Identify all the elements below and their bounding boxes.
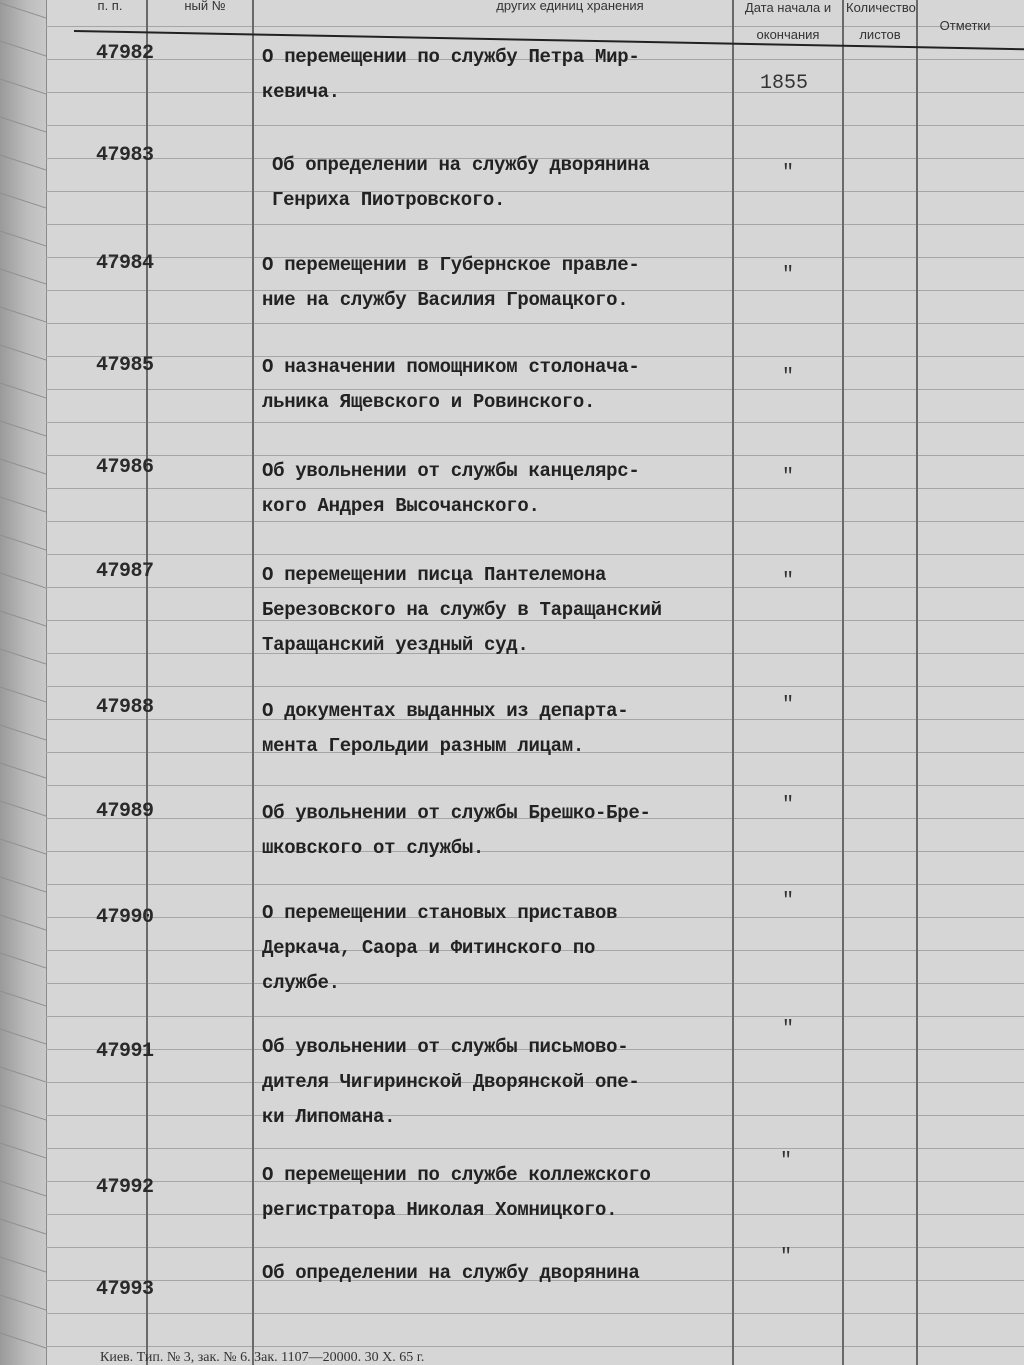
binding-stroke — [0, 1181, 46, 1197]
binding-stroke — [0, 1295, 46, 1311]
entry-date: " — [782, 794, 795, 817]
entry-date: " — [782, 466, 795, 489]
binding-stroke — [0, 1257, 46, 1273]
entry-number: 47987 — [96, 560, 154, 583]
binding-stroke — [0, 383, 46, 399]
entry-number: 47984 — [96, 252, 154, 275]
entry-text: Об увольнении от службы Брешко-Бре- шковского от службы. — [262, 802, 651, 859]
ruled-line — [46, 224, 1024, 225]
entry-text: Об увольнении от службы письмово- дителя Чигиринской Дворянской опе- ки Липомана. — [262, 1036, 640, 1128]
binding-stroke — [0, 193, 46, 209]
entry-text: О перемещении писца Пантелемона Березовского на службу в Таращанский Таращанский уездный суд. — [262, 564, 662, 656]
binding-stroke — [0, 421, 46, 437]
page-binding — [0, 0, 47, 1365]
binding-stroke — [0, 269, 46, 285]
binding-stroke — [0, 79, 46, 95]
entry-text: Об определении на службу дворянина — [262, 1262, 640, 1284]
binding-stroke — [0, 915, 46, 931]
header-sheets: Количество листов — [846, 0, 916, 42]
entry-date: " — [782, 162, 795, 185]
ruled-line — [46, 1016, 1024, 1017]
binding-stroke — [0, 3, 46, 19]
entry-text: Об увольнении от службы канцелярс- кого Андрея Высочанского. — [262, 460, 640, 517]
entry-number: 47990 — [96, 906, 154, 929]
binding-stroke — [0, 801, 46, 817]
binding-stroke — [0, 307, 46, 323]
header-dates: Дата начала и окончания — [744, 0, 832, 42]
entry-date: 1855 — [760, 72, 809, 95]
entry-number: 47985 — [96, 354, 154, 377]
print-footer: Киев. Тип. № 3, зак. № 6. Зак. 1107—20000. 30 Х. 65 г. — [100, 1350, 425, 1365]
entry-date: " — [782, 264, 795, 287]
ruled-line — [46, 686, 1024, 687]
ruled-line — [46, 1313, 1024, 1314]
binding-stroke — [0, 459, 46, 475]
entry-text: Об определении на службу дворянина Генриха Пиотровского. — [272, 154, 650, 211]
entry-number: 47986 — [96, 456, 154, 479]
ruled-line — [46, 1346, 1024, 1347]
entry-date: " — [780, 1150, 793, 1173]
entry-date: " — [782, 890, 795, 913]
entry-text: О документах выданных из департа- мента Герольдии разным лицам. — [262, 700, 629, 757]
ruled-line — [46, 422, 1024, 423]
binding-stroke — [0, 231, 46, 247]
entry-number: 47989 — [96, 800, 154, 823]
entry-date: " — [782, 366, 795, 389]
column-divider — [146, 0, 148, 1365]
entry-text: О перемещении по службу Петра Мир- кевича. — [262, 46, 640, 103]
binding-stroke — [0, 573, 46, 589]
entry-date: " — [782, 694, 795, 717]
binding-stroke — [0, 345, 46, 361]
ruled-line — [46, 323, 1024, 324]
header-notes: Отметки — [939, 18, 991, 33]
ruled-line — [46, 125, 1024, 126]
header-title: других единиц хранения — [496, 0, 644, 13]
entry-number: 47982 — [96, 42, 154, 65]
entry-number: 47992 — [96, 1176, 154, 1199]
header-number: п. п. — [97, 0, 123, 13]
entry-text: О перемещении по службе коллежского регистратора Николая Хомницкого. — [262, 1164, 651, 1221]
binding-stroke — [0, 991, 46, 1007]
column-divider — [842, 0, 844, 1365]
binding-stroke — [0, 839, 46, 855]
entry-number: 47993 — [96, 1278, 154, 1301]
binding-stroke — [0, 1029, 46, 1045]
binding-stroke — [0, 763, 46, 779]
binding-stroke — [0, 1143, 46, 1159]
binding-stroke — [0, 877, 46, 893]
entry-number: 47983 — [96, 144, 154, 167]
binding-stroke — [0, 649, 46, 665]
binding-stroke — [0, 155, 46, 171]
binding-stroke — [0, 953, 46, 969]
binding-stroke — [0, 41, 46, 57]
entry-text: О перемещении в Губернское правле- ние на службу Василия Громацкого. — [262, 254, 640, 311]
binding-stroke — [0, 1333, 46, 1349]
ruled-line — [46, 1148, 1024, 1149]
entry-text: О перемещении становых приставов Деркача, Саора и Фитинского по службе. — [262, 902, 618, 994]
entry-date: " — [780, 1246, 793, 1269]
entry-number: 47988 — [96, 696, 154, 719]
header-inventory: ный № — [184, 0, 226, 13]
entry-text: О назначении помощником столонача- льника Ящевского и Ровинского. — [262, 356, 640, 413]
ruled-line — [46, 785, 1024, 786]
binding-stroke — [0, 117, 46, 133]
binding-stroke — [0, 611, 46, 627]
entry-date: " — [782, 570, 795, 593]
column-divider — [916, 0, 918, 1365]
column-divider — [252, 0, 254, 1365]
ruled-line — [46, 1247, 1024, 1248]
binding-stroke — [0, 1219, 46, 1235]
ruled-line — [46, 554, 1024, 555]
binding-stroke — [0, 1105, 46, 1121]
ruled-line — [46, 884, 1024, 885]
binding-stroke — [0, 725, 46, 741]
binding-stroke — [0, 535, 46, 551]
entry-number: 47991 — [96, 1040, 154, 1063]
binding-stroke — [0, 1067, 46, 1083]
binding-stroke — [0, 497, 46, 513]
binding-stroke — [0, 687, 46, 703]
entry-date: " — [782, 1018, 795, 1041]
